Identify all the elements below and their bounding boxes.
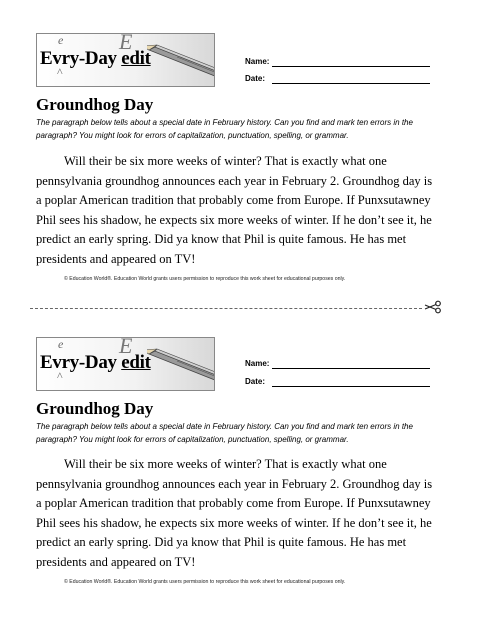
name-label: Name: [245, 57, 270, 66]
logo-caret-mark: ^ [57, 65, 63, 79]
logo-title: Evry-Day edit [40, 48, 151, 69]
worksheet-title: Groundhog Day [36, 95, 154, 114]
copyright-footer: © Education World®. Education World grants users permission to reproduce this work sheet for educational purposes only. [64, 579, 346, 585]
logo-caret-mark: ^ [57, 369, 63, 383]
every-day-edit-logo [36, 337, 215, 391]
logo-proofread-e: E [119, 33, 133, 54]
logo-inserted-e: e [58, 337, 64, 351]
date-label: Date: [245, 74, 266, 83]
logo-title: Evry-Day edit [40, 352, 151, 373]
name-field[interactable] [272, 66, 430, 67]
name-field[interactable] [272, 368, 430, 369]
logo-inserted-e: e [58, 33, 64, 47]
worksheet-copy-bottom [0, 303, 480, 621]
worksheet-title: Groundhog Day [36, 399, 154, 418]
copyright-footer: © Education World®. Education World grants users permission to reproduce this work sheet for educational purposes only. [64, 276, 346, 282]
editing-paragraph: Will their be six more weeks of winter? That is exactly what one pennsylvania groundhog announces each year in February 2. Groundhog day is a poplar American tradition that probably come from Europe. If Punxsutawney Phil sees his shadow, he expects six more weeks of winter. If he don’t see it, he predict an early spring. Did ya know that Phil is quite famous. He has met presidents and appeared on TV! [36, 457, 433, 569]
every-day-edit-logo [36, 33, 215, 87]
date-field[interactable] [272, 386, 430, 387]
worksheet-instructions: The paragraph below tells about a special date in February history. Can you find and mark ten errors in the paragraph? You might look for errors of capitalization, punctuation, spelling, or grammar. [36, 118, 413, 140]
pencil-icon [147, 36, 215, 86]
date-label: Date: [245, 377, 266, 386]
logo-proofread-e: E [119, 337, 133, 358]
date-field[interactable] [272, 83, 430, 84]
worksheet-copy-top [0, 0, 480, 300]
pencil-icon [147, 340, 215, 390]
worksheet-instructions: The paragraph below tells about a special date in February history. Can you find and mark ten errors in the paragraph? You might look for errors of capitalization, punctuation, spelling, or grammar. [36, 422, 413, 444]
name-label: Name: [245, 359, 270, 368]
editing-paragraph: Will their be six more weeks of winter? That is exactly what one pennsylvania groundhog announces each year in February 2. Groundhog day is a poplar American tradition that probably come from Europe. If Punxsutawney Phil sees his shadow, he expects six more weeks of winter. If he don’t see it, he predict an early spring. Did ya know that Phil is quite famous. He has met presidents and appeared on TV! [36, 154, 433, 266]
